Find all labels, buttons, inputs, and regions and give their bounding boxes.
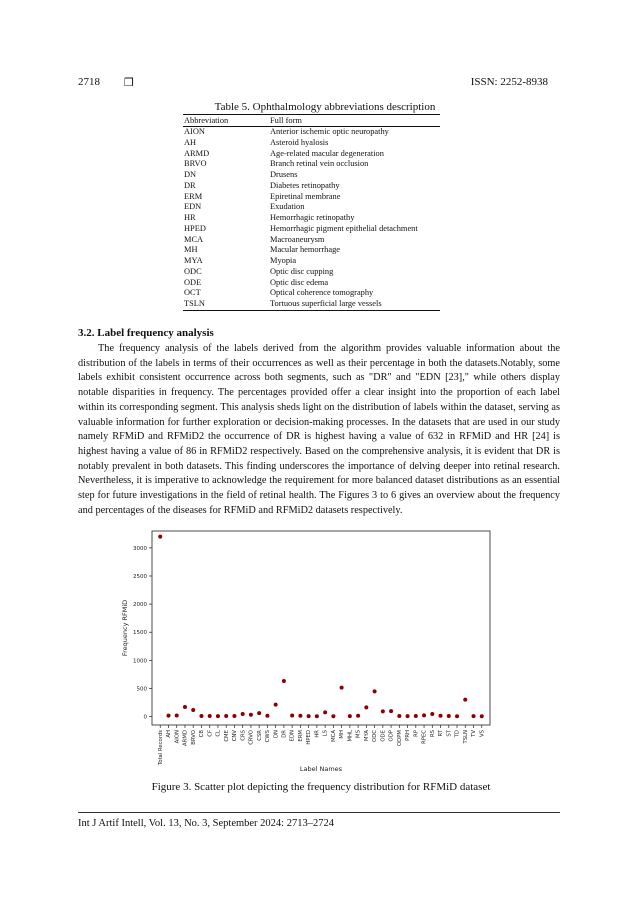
abbreviation-cell: TSLN — [183, 299, 269, 310]
table-row — [183, 213, 440, 224]
data-point — [208, 714, 212, 718]
full-form-cell: Epiretinal membrane — [270, 191, 341, 201]
full-form-cell: Anterior ischemic optic neuropathy — [270, 127, 389, 136]
x-tick-label: AH — [166, 730, 173, 738]
table-row — [183, 181, 440, 192]
data-point — [381, 709, 385, 713]
data-point — [439, 714, 443, 718]
abbreviation-cell: AH — [184, 137, 197, 147]
data-point — [315, 714, 319, 718]
full-form-cell: Diabetes retinopathy — [270, 180, 340, 190]
data-point — [232, 714, 236, 718]
y-tick-label: 1000 — [133, 658, 147, 665]
x-tick-label: HPED — [306, 730, 313, 745]
data-point — [298, 714, 302, 718]
full-form-cell: Tortuous superficial large vessels — [269, 299, 440, 310]
footer-divider — [78, 812, 560, 813]
full-form-cell: Optic disc cupping — [270, 266, 334, 276]
abbreviation-cell: EDN — [184, 202, 202, 212]
abbreviation-cell: MH — [184, 245, 198, 255]
data-point — [356, 714, 360, 718]
abbreviation-cell: ODE — [184, 277, 202, 287]
x-tick-label: DN — [273, 730, 280, 739]
x-tick-label: ODP — [388, 730, 395, 742]
abbreviation-cell: OCT — [184, 288, 201, 298]
table-row — [183, 127, 440, 138]
x-tick-label: CWS — [265, 730, 272, 743]
issn: ISSN: 2252-8938 — [470, 76, 548, 88]
table-caption: Table 5. Ophthalmology abbreviations description — [214, 101, 436, 113]
data-point — [373, 689, 377, 693]
x-tick-label: LS — [322, 730, 329, 737]
data-point — [158, 535, 162, 539]
x-tick-label: ARMD — [182, 730, 189, 746]
abbreviation-cell: DR — [184, 180, 196, 190]
table-row — [183, 256, 440, 267]
page-number: 2718 — [78, 76, 100, 88]
x-tick-label: CL — [215, 730, 222, 737]
y-tick-label: 500 — [136, 686, 147, 693]
column-header-abbreviation: Abbreviation — [183, 115, 269, 127]
data-point — [307, 714, 311, 718]
data-point — [447, 714, 451, 718]
full-form-cell: Macroaneurysm — [270, 234, 325, 244]
data-point — [389, 709, 393, 713]
data-point — [249, 713, 253, 717]
data-point — [463, 698, 467, 702]
data-point — [241, 712, 245, 716]
abbreviation-cell: MYA — [184, 256, 203, 265]
data-point — [224, 714, 228, 718]
data-point — [323, 710, 327, 714]
x-tick-label: PRH — [405, 730, 412, 741]
column-header-full-form: Full form — [269, 115, 440, 127]
x-tick-label: CSR — [256, 730, 263, 741]
figure-caption: Figure 3. Scatter plot depicting the frequency distribution for RFMiD dataset — [151, 781, 491, 793]
y-axis-label: Frequency RFMiD — [121, 599, 129, 657]
abbreviation-cell: MCA — [184, 234, 204, 244]
x-tick-label: VS — [479, 730, 486, 737]
x-tick-label: AION — [174, 730, 181, 744]
data-point — [397, 714, 401, 718]
scatter-plot — [118, 525, 498, 775]
abbreviation-cell: BRVO — [184, 159, 207, 169]
abbreviation-cell: ARMD — [184, 148, 210, 158]
data-point — [216, 714, 220, 718]
data-point — [183, 705, 187, 709]
data-point — [282, 679, 286, 683]
y-tick-label: 1500 — [133, 630, 147, 637]
table-row — [183, 159, 440, 170]
x-tick-label: DR — [281, 730, 288, 738]
table-row — [183, 192, 440, 203]
abbreviation-cell: AION — [184, 127, 205, 136]
y-tick-label: 0 — [143, 714, 147, 721]
x-tick-label: ODPM — [396, 730, 403, 747]
x-tick-label: CF — [207, 730, 214, 737]
x-tick-label: RPEC — [421, 730, 428, 744]
x-tick-label: CB — [199, 730, 206, 738]
x-tick-label: ODE — [380, 730, 387, 742]
data-point — [364, 705, 368, 709]
data-point — [257, 711, 261, 715]
data-point — [348, 714, 352, 718]
x-tick-label: ODC — [372, 730, 379, 742]
x-tick-label: MHL — [347, 730, 354, 742]
full-form-cell: Hemorrhagic retinopathy — [270, 213, 355, 222]
abbreviation-cell: DN — [184, 170, 197, 179]
abbreviation-cell: ERM — [184, 191, 203, 201]
x-tick-label: ST — [446, 730, 453, 737]
abbreviation-cell: HPED — [184, 223, 206, 233]
data-point — [331, 714, 335, 718]
x-tick-label: RP — [413, 730, 420, 737]
x-tick-label: RT — [438, 730, 445, 737]
data-point — [455, 714, 459, 718]
table-header-row — [183, 115, 440, 127]
data-point — [414, 714, 418, 718]
x-tick-label: EDN — [289, 730, 296, 742]
data-point — [166, 714, 170, 718]
table-row — [183, 202, 440, 213]
x-tick-label: TV — [471, 730, 478, 737]
data-point — [406, 714, 410, 718]
table-row — [183, 149, 440, 160]
y-tick-label: 2000 — [133, 602, 147, 609]
data-point — [175, 713, 179, 717]
full-form-cell: Asteroid hyalosis — [270, 137, 329, 147]
table-row — [183, 278, 440, 289]
data-point — [430, 712, 434, 716]
full-form-cell: Optic disc edema — [270, 277, 329, 287]
data-point — [480, 714, 484, 718]
x-tick-label: MYA — [363, 730, 370, 742]
table-row — [183, 267, 440, 278]
x-tick-label: HR — [314, 730, 321, 738]
x-tick-label: CNV — [232, 730, 239, 742]
x-tick-label: MS — [355, 730, 362, 738]
x-tick-label: CRVO — [248, 730, 255, 745]
full-form-cell: Optical coherence tomography — [270, 288, 374, 298]
table-row — [183, 288, 440, 299]
x-tick-label: Total Records — [157, 730, 164, 766]
full-form-cell: Macular hemorrhage — [270, 245, 340, 255]
table-row — [183, 299, 440, 310]
x-tick-label: CME — [223, 730, 230, 742]
abbreviation-cell: HR — [184, 213, 196, 222]
table-row — [183, 138, 440, 149]
full-form-cell: Myopia — [270, 256, 297, 265]
data-point — [191, 708, 195, 712]
body-paragraph: The frequency analysis of the labels derived from the algorithm provides valuable information about the distribution of the labels in terms of their occurrences as well as their percentage in both the datasets.Notably, some labels exhibit consistent occurrence across both segments, such as "DR" and "EDN [23]," while others display notable disparities in frequency. The percentages provided offer a clear insight into the proportion of each label within its corresponding segment. This analysis sheds light on the distribution of labels within the dataset, serving as valuable information for further exploration or decision-making processes. In the datasets that are used in our study namely RFMiD and RFMiD2 the occurrence of DR is highest having a value of 632 in RFMiD and HR [24] is highest having a value of 86 in RFMiD2 respectively. Based on the comprehensive analysis, it is evident that DR is notably prevalent in both datasets. This finding underscores the importance of delving deeper into retinal research. Nevertheless, it is imperative to acknowledge the requirement for more balanced dataset distributions as an essential step for future investigations in the field of retinal health. The Figures 3 to 6 gives an overview about the frequency and percentages of the diseases for RFMiD and RFMiD2 datasets respectively. — [78, 343, 560, 516]
full-form-cell: Age-related macular degeneration — [270, 148, 384, 158]
x-tick-label: ERM — [297, 730, 304, 742]
abbreviation-cell: ODC — [184, 266, 202, 276]
x-tick-label: MH — [339, 730, 346, 739]
header-box-icon: ❒ — [124, 76, 134, 89]
x-tick-label: RS — [429, 730, 436, 738]
full-form-cell: Branch retinal vein occlusion — [270, 159, 369, 169]
full-form-cell: Hemorrhagic pigment epithelial detachment — [270, 223, 418, 233]
x-axis-label: Label Names — [299, 765, 343, 773]
table-row — [183, 170, 440, 181]
table-row — [183, 235, 440, 246]
plot-frame — [152, 531, 490, 725]
section-title: 3.2. Label frequency analysis — [78, 327, 214, 339]
data-point — [472, 714, 476, 718]
y-tick-label: 3000 — [133, 545, 147, 552]
table-row — [183, 245, 440, 256]
data-point — [274, 703, 278, 707]
y-tick-label: 2500 — [133, 573, 147, 580]
data-point — [199, 714, 203, 718]
data-point — [422, 713, 426, 717]
full-form-cell: Drusens — [270, 170, 298, 179]
x-tick-label: CRS — [240, 730, 247, 741]
x-tick-label: TSLN — [462, 730, 469, 744]
table-body — [183, 127, 440, 311]
data-point — [265, 714, 269, 718]
table-row — [183, 224, 440, 235]
abbreviation-table — [183, 114, 440, 311]
journal-footer: Int J Artif Intell, Vol. 13, No. 3, September 2024: 2713–2724 — [78, 818, 334, 829]
data-point — [340, 686, 344, 690]
data-point — [290, 714, 294, 718]
x-tick-label: TD — [454, 730, 461, 738]
full-form-cell: Exudation — [270, 202, 305, 212]
x-tick-label: MCA — [330, 730, 337, 742]
x-tick-label: BRVO — [190, 730, 197, 745]
